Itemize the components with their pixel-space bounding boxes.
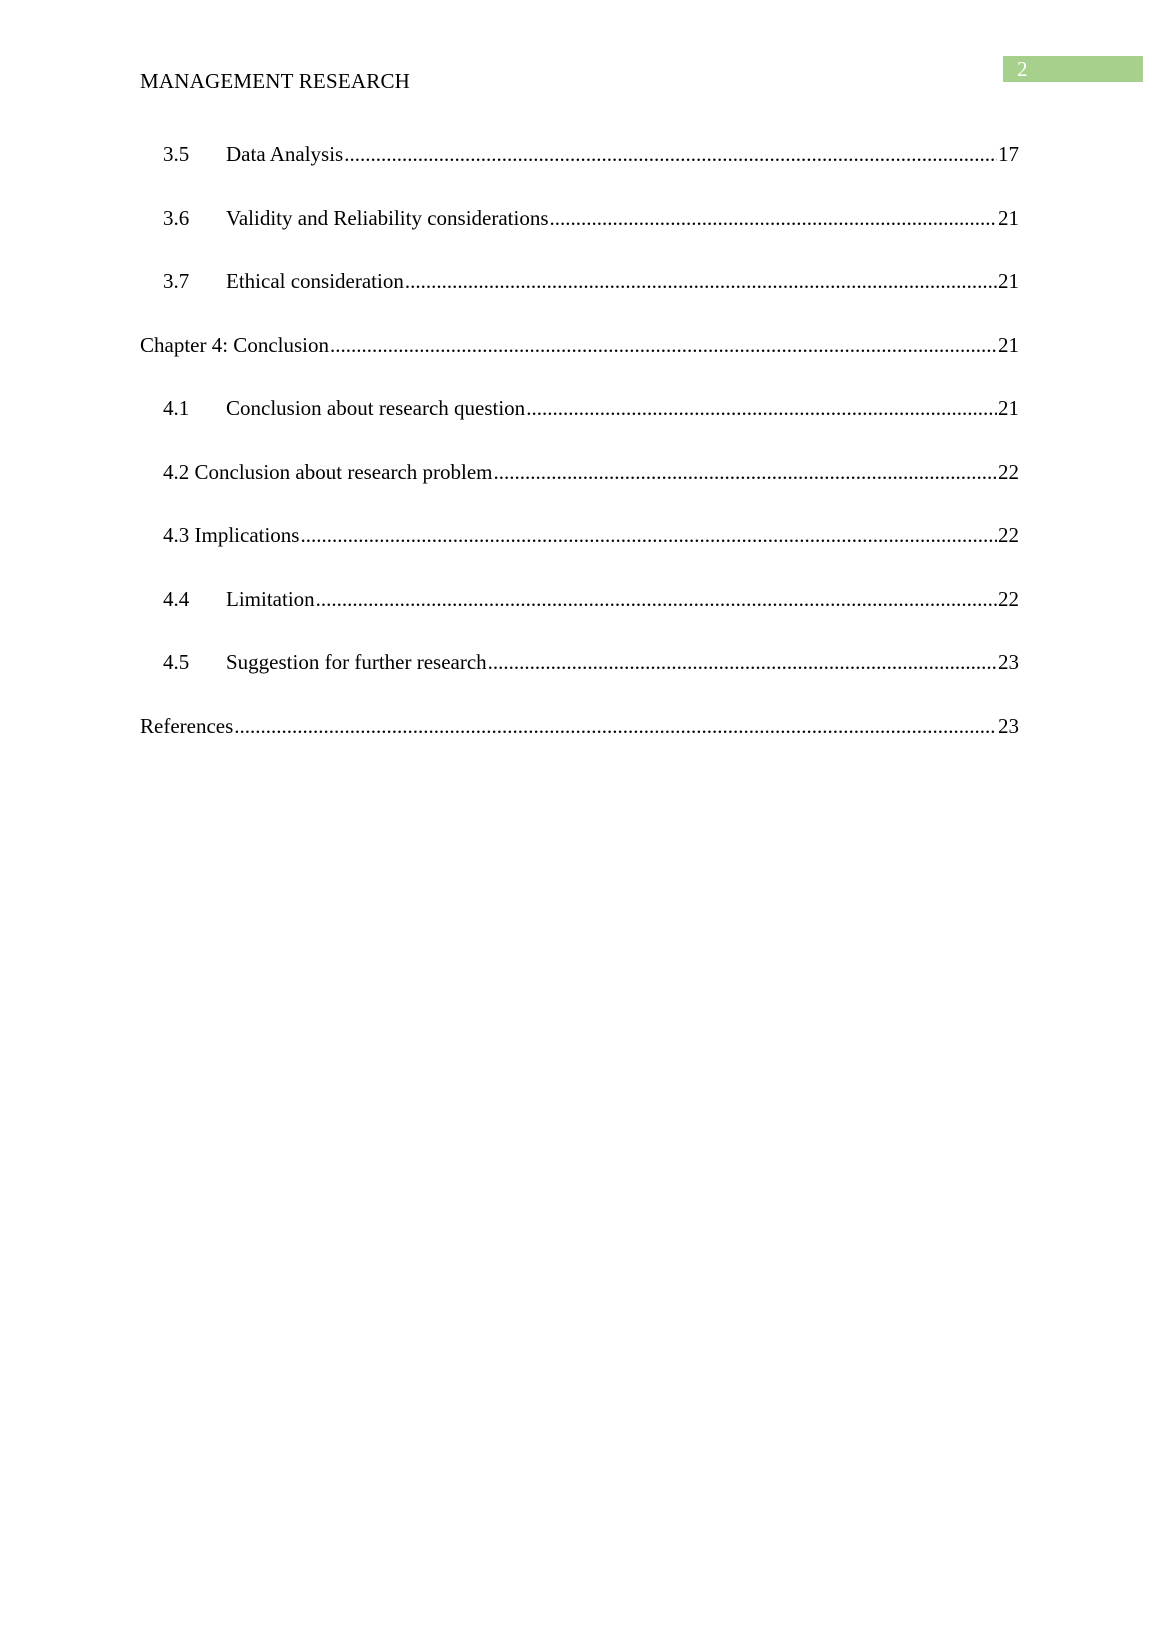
toc-entry-page: 23 [998, 713, 1019, 738]
toc-entry-4-1[interactable] [140, 392, 1019, 456]
toc-entry-page: 21 [998, 269, 1019, 293]
toc-entry-3-7[interactable] [140, 265, 1019, 329]
table-of-contents [140, 138, 1019, 773]
toc-entry-title: Suggestion for further research [226, 646, 488, 678]
toc-entry-title: Data Analysis [226, 138, 344, 170]
toc-entry-4-4[interactable] [140, 583, 1019, 647]
page-number-badge [1003, 56, 1143, 82]
toc-entry-title: 4.3 Implications [163, 519, 300, 551]
toc-entry-chapter-4[interactable] [140, 329, 1019, 393]
toc-entry-page: 23 [998, 650, 1019, 674]
toc-dot-leader [550, 202, 997, 234]
toc-entry-3-5[interactable] [140, 138, 1019, 202]
toc-entry-title: 4.2 Conclusion about research problem [163, 456, 494, 488]
toc-entry-title: Ethical consideration [226, 265, 405, 297]
toc-entry-number: 3.5 [163, 142, 190, 166]
toc-dot-leader [344, 138, 997, 170]
toc-dot-leader [405, 265, 997, 297]
toc-entry-number: 3.6 [163, 205, 190, 230]
toc-dot-leader [316, 583, 997, 615]
toc-entry-title: References [140, 710, 234, 742]
toc-dot-leader [330, 329, 997, 361]
toc-dot-leader [494, 456, 998, 488]
toc-entry-number: 3.7 [163, 269, 190, 293]
toc-dot-leader [526, 392, 997, 424]
toc-entry-page: 21 [998, 332, 1019, 357]
toc-entry-number: 4.4 [163, 586, 190, 611]
toc-entry-page: 22 [998, 523, 1019, 547]
toc-dot-leader [234, 710, 997, 742]
toc-dot-leader [488, 646, 997, 678]
toc-entry-page: 22 [998, 459, 1019, 484]
page-number: 2 [1017, 57, 1028, 81]
toc-entry-title: Validity and Reliability considerations [226, 202, 550, 234]
toc-entry-number: 4.1 [163, 396, 190, 420]
toc-entry-page: 22 [998, 586, 1019, 611]
toc-entry-title: Chapter 4: Conclusion [140, 329, 330, 361]
toc-entry-references[interactable] [140, 710, 1019, 774]
toc-entry-4-2[interactable] [140, 456, 1019, 520]
toc-entry-page: 21 [998, 205, 1019, 230]
toc-entry-page: 21 [998, 396, 1019, 420]
toc-entry-4-5[interactable] [140, 646, 1019, 710]
toc-entry-4-3[interactable] [140, 519, 1019, 583]
toc-entry-number: 4.5 [163, 650, 190, 674]
toc-entry-title: Conclusion about research question [226, 392, 526, 424]
toc-dot-leader [300, 519, 997, 551]
toc-entry-page: 17 [998, 142, 1019, 166]
toc-entry-3-6[interactable] [140, 202, 1019, 266]
toc-entry-title: Limitation [226, 583, 316, 615]
running-head: MANAGEMENT RESEARCH [140, 69, 411, 93]
